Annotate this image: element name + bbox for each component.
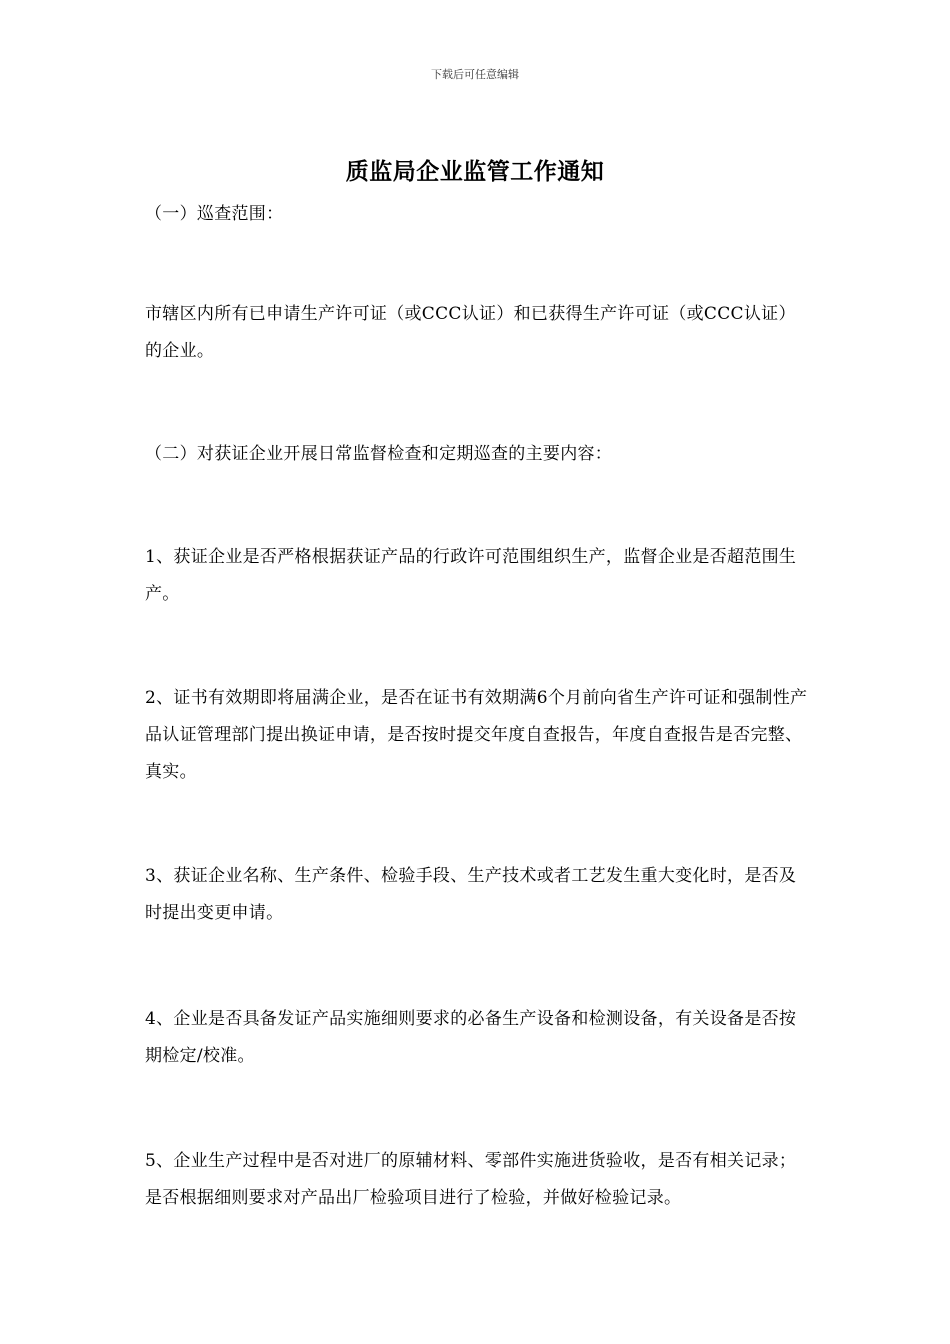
document-title: 质监局企业监管工作通知 <box>345 158 605 185</box>
header-note: 下载后可任意编辑 <box>431 68 519 81</box>
paragraph-scope: 市辖区内所有已申请生产许可证（或CCC认证）和已获得生产许可证（或CCC认证）的企业。 <box>145 304 796 361</box>
paragraph-item-2: 2、证书有效期即将届满企业，是否在证书有效期满6个月前向省生产许可证和强制性产品认证管理部门提出换证申请，是否按时提交年度自查报告，年度自查报告是否完整、真实。 <box>145 688 808 782</box>
section-heading-content: （二）对获证企业开展日常监督检查和定期巡查的主要内容： <box>145 444 613 464</box>
paragraph-item-3: 3、获证企业名称、生产条件、检验手段、生产技术或者工艺发生重大变化时，是否及时提出变更申请。 <box>145 866 797 923</box>
paragraph-item-1: 1、获证企业是否严格根据获证产品的行政许可范围组织生产，监督企业是否超范围生产。 <box>145 547 797 604</box>
section-heading-scope: （一）巡查范围： <box>145 204 284 224</box>
paragraph-item-5: 5、企业生产过程中是否对进厂的原辅材料、零部件实施进货验收，是否有相关记录；是否根据细则要求对产品出厂检验项目进行了检验，并做好检验记录。 <box>145 1151 797 1208</box>
paragraph-item-4: 4、企业是否具备发证产品实施细则要求的必备生产设备和检测设备，有关设备是否按期检定/校准。 <box>145 1009 797 1066</box>
